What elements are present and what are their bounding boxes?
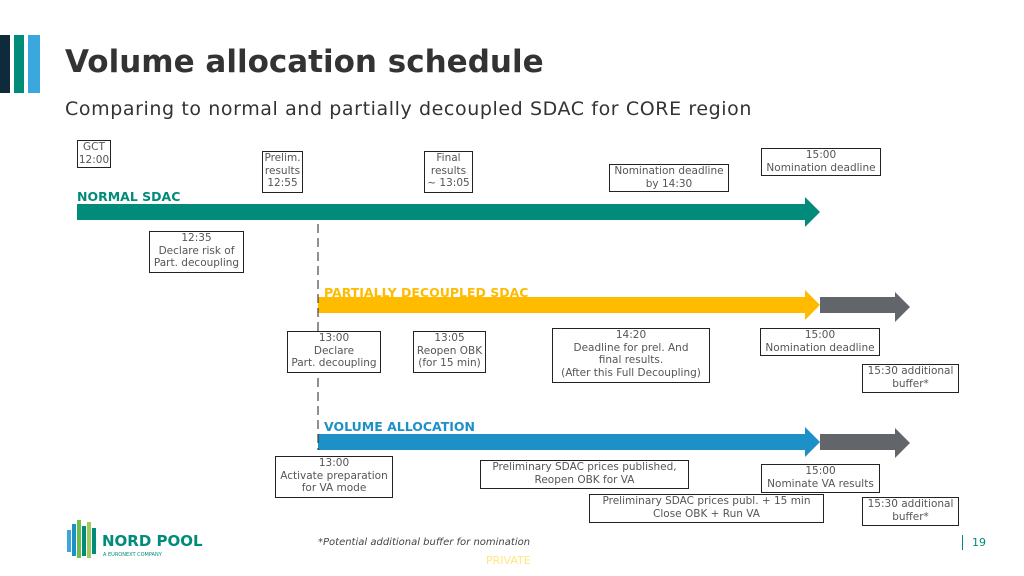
track-label-va: VOLUME ALLOCATION bbox=[324, 419, 476, 434]
track-label-partial: PARTIALLY DECOUPLED SDAC bbox=[324, 285, 529, 300]
track-label-normal: NORMAL SDAC bbox=[77, 189, 181, 204]
final-results-box: Final results ~ 13:05 bbox=[424, 151, 473, 193]
nomination-1430-box: Nomination deadline by 14:30 bbox=[609, 164, 729, 192]
nominate-va-box: 15:00 Nominate VA results bbox=[761, 464, 880, 493]
deadline-1420-box: 14:20 Deadline for prel. And final results. (After this Full Decoupling) bbox=[552, 328, 710, 383]
buffer-partial-box: 15:30 additional buffer* bbox=[862, 364, 959, 393]
partial-buffer-arrow bbox=[820, 292, 910, 322]
activate-va-box: 13:00 Activate preparation for VA mode bbox=[275, 456, 393, 498]
page-title: Volume allocation schedule bbox=[65, 44, 544, 80]
buffer-va-box: 15:30 additional buffer* bbox=[862, 497, 959, 526]
page-divider bbox=[962, 535, 963, 550]
reopen-obk-box: 13:05 Reopen OBK (for 15 min) bbox=[413, 331, 486, 373]
declare-risk-box: 12:35 Declare risk of Part. decoupling bbox=[149, 231, 244, 273]
prelim-published-box: Preliminary SDAC prices published, Reopen OBK for VA bbox=[480, 460, 689, 489]
prelim-plus-15-box: Preliminary SDAC prices publ. + 15 min Close OBK + Run VA bbox=[589, 494, 824, 523]
footnote: *Potential additional buffer for nomination bbox=[318, 537, 531, 548]
nord-pool-logo-icon bbox=[65, 520, 101, 560]
declare-decoupling-box: 13:00 Declare Part. decoupling bbox=[287, 331, 381, 373]
page-number: 19 bbox=[972, 536, 986, 549]
prelim-results-box: Prelim. results 12:55 bbox=[262, 151, 303, 193]
page-subtitle: Comparing to normal and partially decoupled SDAC for CORE region bbox=[65, 98, 753, 120]
logo-subtext: A EURONEXT COMPANY bbox=[103, 552, 162, 558]
nomination-1500-normal-box: 15:00 Nomination deadline bbox=[761, 148, 881, 176]
logo-text: NORD POOL bbox=[102, 532, 203, 550]
gct-box: GCT 12:00 bbox=[77, 140, 111, 168]
classification-label: PRIVATE bbox=[486, 554, 531, 567]
normal-sdac-arrow bbox=[77, 197, 820, 227]
nomination-1500-partial-box: 15:00 Nomination deadline bbox=[760, 328, 880, 356]
va-buffer-arrow bbox=[820, 428, 910, 458]
